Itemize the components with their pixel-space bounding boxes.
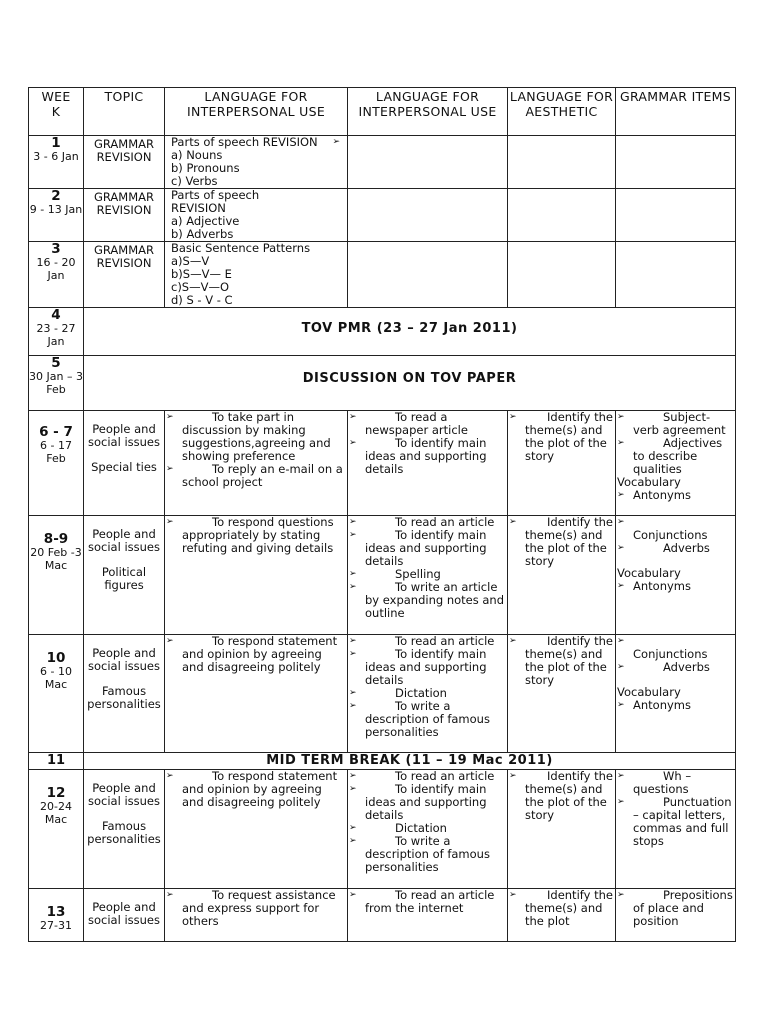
- table-row: [29, 635, 736, 753]
- arrow-bullet-icon: ➢: [617, 412, 625, 422]
- content-line: Identify the theme(s) and the plot of the story: [525, 515, 613, 568]
- content-line: Conjunctions: [633, 528, 708, 542]
- arrow-bullet-icon: ➢: [617, 636, 625, 646]
- week-cell: [29, 242, 84, 308]
- week-dates: 6 - 17 Feb: [40, 439, 72, 465]
- header-language-interpersonal-1: LANGUAGE FOR INTERPERSONAL USE: [165, 88, 348, 136]
- content-line: c)S—V—O: [171, 280, 230, 294]
- content-line: Basic Sentence Patterns: [171, 241, 311, 255]
- arrow-bullet-icon: ➢: [509, 890, 517, 900]
- content-line: Dictation: [395, 686, 447, 700]
- lesson-content-cell: [165, 516, 348, 635]
- header-language-interpersonal-2: LANGUAGE FOR INTERPERSONAL USE: [348, 88, 508, 136]
- topic-cell: GRAMMAR REVISION: [84, 136, 165, 189]
- lesson-content-cell: [165, 889, 348, 942]
- content-line: To reply an e-mail on a school project: [182, 462, 343, 489]
- header-week: WEE K: [29, 88, 84, 136]
- week-number: 10: [46, 650, 66, 666]
- empty-cell: [508, 242, 616, 308]
- table-row: [29, 356, 736, 411]
- tov-banner: TOV PMR (23 – 27 Jan 2011): [84, 308, 736, 356]
- arrow-bullet-icon: ➢: [332, 137, 340, 147]
- week-cell: [29, 308, 84, 356]
- topic-cell: [84, 635, 165, 753]
- empty-cell: [348, 242, 508, 308]
- lesson-content-cell: [165, 411, 348, 516]
- topic-cell: [84, 411, 165, 516]
- arrow-bullet-icon: ➢: [349, 688, 357, 698]
- lesson-content-cell: [616, 635, 736, 753]
- week-dates: 20-24 Mac: [40, 800, 72, 826]
- empty-cell: [508, 189, 616, 242]
- arrow-bullet-icon: ➢: [617, 890, 625, 900]
- content-line: Dictation: [395, 821, 447, 835]
- topic-label: People and social issues: [88, 527, 160, 554]
- content-line: b) Adverbs: [171, 227, 234, 241]
- week-dates: 9 - 13 Jan: [29, 203, 83, 216]
- subtopic-label: Famous personalities: [87, 684, 161, 711]
- lesson-content-cell: [165, 189, 348, 242]
- arrow-bullet-icon: ➢: [349, 649, 357, 659]
- content-line: To read an article: [395, 515, 495, 529]
- arrow-bullet-icon: ➢: [349, 823, 357, 833]
- arrow-bullet-icon: ➢: [617, 771, 625, 781]
- table-row: [29, 770, 736, 889]
- week-number: 4: [51, 307, 61, 323]
- content-line: REVISION: [171, 201, 226, 215]
- subtopic-label: Political figures: [101, 565, 147, 592]
- lesson-content-cell: [348, 770, 508, 889]
- lesson-content-cell: [508, 635, 616, 753]
- content-line: To write an article by expanding notes and outline: [365, 580, 505, 620]
- arrow-bullet-icon: ➢: [166, 890, 174, 900]
- vocabulary-label: Vocabulary: [617, 475, 681, 489]
- topic-label: People and social issues: [88, 422, 160, 449]
- content-line: Subject-verb agreement: [633, 410, 726, 437]
- lesson-content-cell: [616, 516, 736, 635]
- table-row: [29, 889, 736, 942]
- content-line: Identify the theme(s) and the plot of the story: [525, 410, 613, 463]
- content-line: Adverbs: [663, 660, 710, 674]
- content-line: To identify main ideas and supporting details: [365, 782, 487, 822]
- table-row: [29, 136, 736, 189]
- content-line: Identify the theme(s) and the plot: [525, 888, 613, 928]
- lesson-content-cell: [508, 889, 616, 942]
- arrow-bullet-icon: ➢: [509, 636, 517, 646]
- week-dates: 27-31: [40, 919, 72, 932]
- content-line: To write a description of famous personalities: [365, 834, 490, 874]
- arrow-bullet-icon: ➢: [509, 517, 517, 527]
- vocabulary-label: Vocabulary: [617, 566, 681, 580]
- content-line: To respond statement and opinion by agreeing and disagreeing politely: [182, 634, 338, 674]
- lesson-content-cell: [348, 889, 508, 942]
- lesson-content-cell: [616, 889, 736, 942]
- scheme-of-work-table: [28, 87, 736, 942]
- content-line: Parts of speech: [171, 188, 260, 202]
- arrow-bullet-icon: ➢: [617, 438, 625, 448]
- arrow-bullet-icon: ➢: [349, 438, 357, 448]
- lesson-content-cell: [165, 770, 348, 889]
- content-line: Identify the theme(s) and the plot of the story: [525, 634, 613, 687]
- lesson-content-cell: [616, 770, 736, 889]
- arrow-bullet-icon: ➢: [617, 543, 625, 553]
- arrow-bullet-icon: ➢: [617, 662, 625, 672]
- week-number: 2: [51, 188, 61, 204]
- topic-cell: [84, 770, 165, 889]
- week-number: 13: [46, 904, 66, 920]
- content-line: To write a description of famous personalities: [365, 699, 490, 739]
- content-line: To identify main ideas and supporting details: [365, 647, 487, 687]
- content-line: To respond statement and opinion by agreeing and disagreeing politely: [182, 769, 338, 809]
- arrow-bullet-icon: ➢: [349, 517, 357, 527]
- arrow-bullet-icon: ➢: [617, 490, 625, 500]
- content-line: Parts of speech REVISION: [171, 135, 318, 149]
- discussion-banner: DISCUSSION ON TOV PAPER: [84, 356, 736, 411]
- week-cell: [29, 411, 84, 516]
- empty-cell: [616, 136, 736, 189]
- content-line: Antonyms: [633, 488, 691, 502]
- week-cell: [29, 889, 84, 942]
- content-line: Adverbs: [663, 541, 710, 555]
- arrow-bullet-icon: ➢: [509, 771, 517, 781]
- subtopic-label: Special ties: [91, 460, 157, 474]
- content-line: To read an article: [395, 769, 495, 783]
- content-line: To respond questions appropriately by stating refuting and giving details: [182, 515, 334, 555]
- lesson-content-cell: [165, 242, 348, 308]
- week-cell: [29, 189, 84, 242]
- arrow-bullet-icon: ➢: [349, 771, 357, 781]
- vocabulary-label: Vocabulary: [617, 685, 681, 699]
- lesson-content-cell: [165, 136, 348, 189]
- week-number: 5: [51, 355, 61, 371]
- arrow-bullet-icon: ➢: [349, 836, 357, 846]
- content-line: To identify main ideas and supporting details: [365, 436, 487, 476]
- arrow-bullet-icon: ➢: [617, 700, 625, 710]
- topic-label: People and social issues: [88, 900, 160, 927]
- arrow-bullet-icon: ➢: [617, 581, 625, 591]
- content-line: b) Pronouns: [171, 161, 240, 175]
- content-line: Conjunctions: [633, 647, 708, 661]
- lesson-content-cell: [348, 411, 508, 516]
- arrow-bullet-icon: ➢: [349, 701, 357, 711]
- content-line: To read an article from the internet: [365, 888, 495, 915]
- content-line: To identify main ideas and supporting details: [365, 528, 487, 568]
- content-line: Wh – questions: [633, 769, 692, 796]
- content-line: To take part in discussion by making suggestions,agreeing and showing preference: [182, 410, 331, 463]
- empty-cell: [508, 136, 616, 189]
- table-row: [29, 242, 736, 308]
- week-cell: [29, 516, 84, 635]
- week-dates: 6 - 10 Mac: [40, 665, 72, 691]
- arrow-bullet-icon: ➢: [617, 517, 625, 527]
- arrow-bullet-icon: ➢: [349, 412, 357, 422]
- header-row: [29, 88, 736, 136]
- week-dates: 23 - 27 Jan: [36, 322, 76, 348]
- week-cell: [29, 635, 84, 753]
- week-dates: 16 - 20 Jan: [36, 256, 76, 282]
- week-number: 1: [51, 135, 61, 151]
- arrow-bullet-icon: ➢: [349, 784, 357, 794]
- arrow-bullet-icon: ➢: [166, 636, 174, 646]
- topic-cell: GRAMMAR REVISION: [84, 189, 165, 242]
- content-line: Adjectives to describe qualities: [633, 436, 723, 476]
- content-line: Identify the theme(s) and the plot of the story: [525, 769, 613, 822]
- content-line: To read a newspaper article: [365, 410, 468, 437]
- content-line: Punctuation – capital letters, commas and full stops: [633, 795, 732, 848]
- topic-label: People and social issues: [88, 781, 160, 808]
- empty-cell: [616, 242, 736, 308]
- arrow-bullet-icon: ➢: [509, 412, 517, 422]
- lesson-content-cell: [508, 770, 616, 889]
- arrow-bullet-icon: ➢: [349, 636, 357, 646]
- content-line: a) Nouns: [171, 148, 223, 162]
- week-cell: [29, 770, 84, 889]
- content-line: Antonyms: [633, 698, 691, 712]
- lesson-content-cell: [508, 516, 616, 635]
- arrow-bullet-icon: ➢: [166, 771, 174, 781]
- table-row: [29, 189, 736, 242]
- table-row: [29, 753, 736, 770]
- arrow-bullet-icon: ➢: [166, 464, 174, 474]
- week-dates: 30 Jan – 3 Feb: [29, 370, 83, 396]
- header-grammar-items: GRAMMAR ITEMS: [616, 88, 736, 136]
- arrow-bullet-icon: ➢: [349, 569, 357, 579]
- content-line: b)S—V— E: [171, 267, 232, 281]
- week-dates: 20 Feb -3 Mac: [30, 546, 82, 572]
- week-number: 3: [51, 241, 61, 257]
- content-line: a) Adjective: [171, 214, 240, 228]
- content-line: Antonyms: [633, 579, 691, 593]
- arrow-bullet-icon: ➢: [349, 582, 357, 592]
- empty-cell: [348, 136, 508, 189]
- arrow-bullet-icon: ➢: [349, 890, 357, 900]
- table-row: [29, 411, 736, 516]
- lesson-content-cell: [616, 411, 736, 516]
- week-number: 11: [29, 753, 84, 770]
- content-line: Spelling: [395, 567, 441, 581]
- mid-term-break-banner: MID TERM BREAK (11 – 19 Mac 2011): [84, 753, 736, 770]
- arrow-bullet-icon: ➢: [349, 530, 357, 540]
- empty-cell: [348, 189, 508, 242]
- week-number: 12: [46, 785, 66, 801]
- header-language-aesthetic: LANGUAGE FOR AESTHETIC: [508, 88, 616, 136]
- topic-cell: GRAMMAR REVISION: [84, 242, 165, 308]
- lesson-content-cell: [348, 635, 508, 753]
- week-cell: [29, 136, 84, 189]
- content-line: c) Verbs: [171, 174, 218, 188]
- topic-cell: [84, 516, 165, 635]
- empty-cell: [616, 189, 736, 242]
- content-line: a)S—V: [171, 254, 210, 268]
- week-dates: 3 - 6 Jan: [33, 150, 79, 163]
- content-line: Prepositions of place and position: [633, 888, 733, 928]
- table-row: [29, 308, 736, 356]
- arrow-bullet-icon: ➢: [166, 517, 174, 527]
- arrow-bullet-icon: ➢: [166, 412, 174, 422]
- week-number: 8-9: [43, 531, 69, 547]
- table-row: [29, 516, 736, 635]
- content-line: To read an article: [395, 634, 495, 648]
- lesson-content-cell: [348, 516, 508, 635]
- week-cell: [29, 356, 84, 411]
- content-line: d) S - V - C: [171, 293, 233, 307]
- lesson-content-cell: [165, 635, 348, 753]
- week-number: 6 - 7: [39, 424, 73, 440]
- topic-label: People and social issues: [88, 646, 160, 673]
- lesson-content-cell: [508, 411, 616, 516]
- arrow-bullet-icon: ➢: [617, 797, 625, 807]
- topic-cell: [84, 889, 165, 942]
- subtopic-label: Famous personalities: [87, 819, 161, 846]
- header-topic: TOPIC: [84, 88, 165, 136]
- content-line: To request assistance and express support for others: [182, 888, 336, 928]
